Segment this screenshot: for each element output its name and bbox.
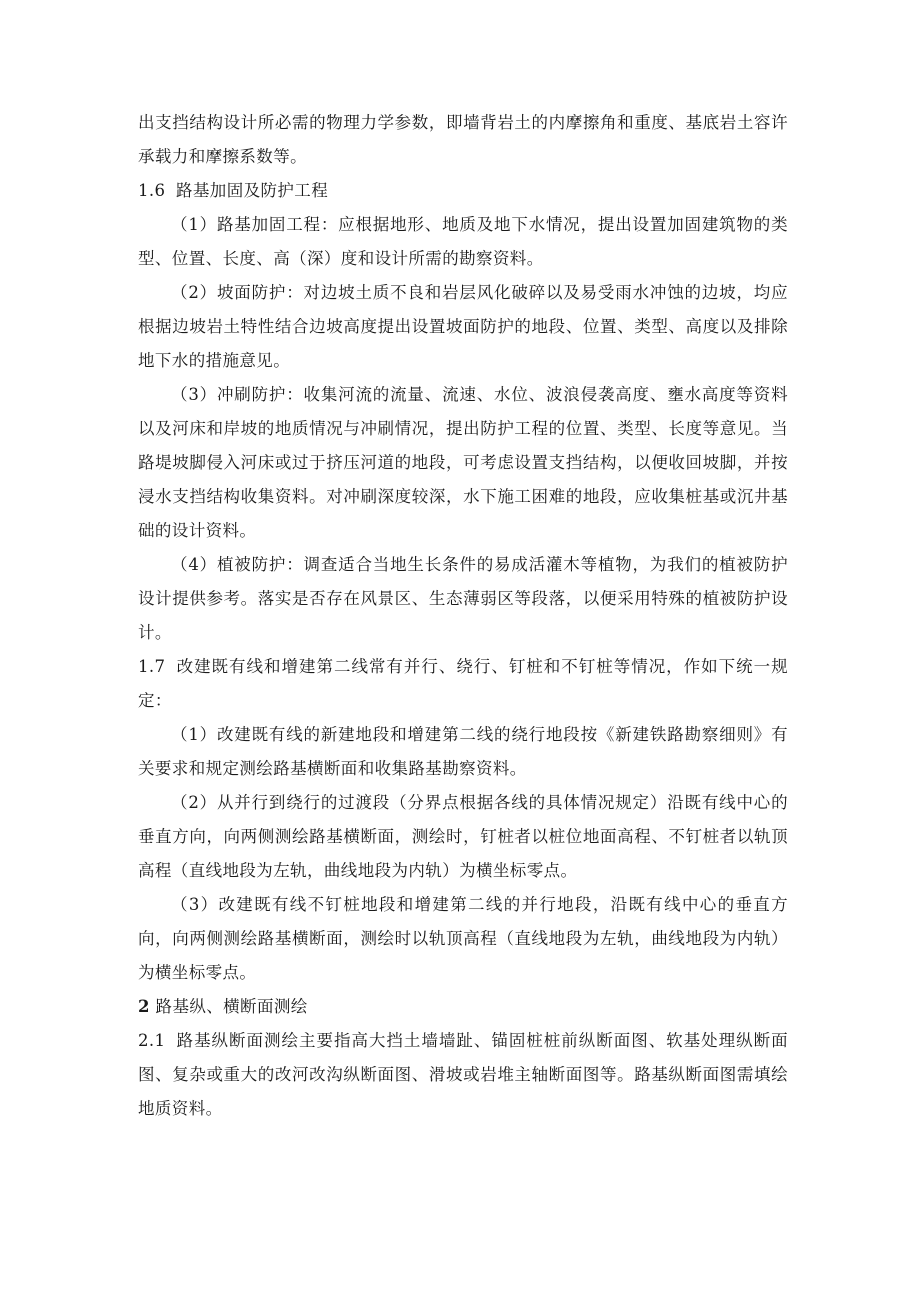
heading-number: 1.7	[138, 657, 166, 676]
paragraph-rule-1: （1）改建既有线的新建地段和增建第二线的绕行地段按《新建铁路勘察细则》有关要求和规定测绘路基横断面和收集路基勘察资料。	[138, 725, 788, 778]
heading-1-7	[138, 650, 788, 718]
heading-text: 改建既有线和增建第二线常有并行、绕行、钉桩和不钉桩等情况，作如下统一规定：	[138, 657, 788, 710]
paragraph-rule-2: （2）从并行到绕行的过渡段（分界点根据各线的具体情况规定）沿既有线中心的垂直方向，向两侧测绘路基横断面，测绘时，钉桩者以桩位地面高程、不钉桩者以轨顶高程（直线地段为左轨，曲线地段为内轨）为横坐标零点。	[138, 793, 788, 880]
paragraph-continuation: 出支挡结构设计所必需的物理力学参数，即墙背岩土的内摩擦角和重度、基底岩土容许承载力和摩擦系数等。	[138, 113, 788, 166]
heading-text: 路基加固及防护工程	[176, 181, 329, 200]
section-heading-2	[138, 990, 788, 1024]
paragraph-vegetation-protection: （4）植被防护：调查适合当地生长条件的易成活灌木等植物，为我们的植被防护设计提供参考。落实是否存在风景区、生态薄弱区等段落，以便采用特殊的植被防护设计。	[138, 555, 788, 642]
paragraph-rule-3: （3）改建既有线不钉桩地段和增建第二线的并行地段，沿既有线中心的垂直方向，向两侧测绘路基横断面，测绘时以轨顶高程（直线地段为左轨，曲线地段为内轨）为横坐标零点。	[138, 895, 788, 982]
heading-number: 1.6	[138, 181, 166, 200]
heading-2-1	[138, 1024, 788, 1126]
paragraph-slope-protection: （2）坡面防护：对边坡土质不良和岩层风化破碎以及易受雨水冲蚀的边坡，均应根据边坡岩土特性结合边坡高度提出设置坡面防护的地段、位置、类型、高度以及排除地下水的措施意见。	[138, 283, 788, 370]
document-page	[138, 106, 788, 1126]
section-title: 路基纵、横断面测绘	[155, 997, 308, 1016]
heading-number: 2.1	[138, 1031, 166, 1050]
paragraph-subgrade-reinforcement: （1）路基加固工程：应根据地形、地质及地下水情况，提出设置加固建筑物的类型、位置、长度、高（深）度和设计所需的勘察资料。	[138, 215, 788, 268]
paragraph-scour-protection: （3）冲刷防护：收集河流的流量、流速、水位、波浪侵袭高度、壅水高度等资料以及河床和岸坡的地质情况与冲刷情况，提出防护工程的位置、类型、长度等意见。当路堤坡脚侵入河床或过于挤压河道的地段，可考虑设置支挡结构，以便收回坡脚，并按浸水支挡结构收集资料。对冲刷深度较深，水下施工困难的地段，应收集桩基或沉井基础的设计资料。	[138, 385, 788, 540]
heading-1-6	[138, 174, 788, 208]
section-number: 2	[138, 997, 150, 1016]
heading-text: 路基纵断面测绘主要指高大挡土墙墙趾、锚固桩桩前纵断面图、软基处理纵断面图、复杂或重大的改河改沟纵断面图、滑坡或岩堆主轴断面图等。路基纵断面图需填绘地质资料。	[138, 1031, 788, 1118]
